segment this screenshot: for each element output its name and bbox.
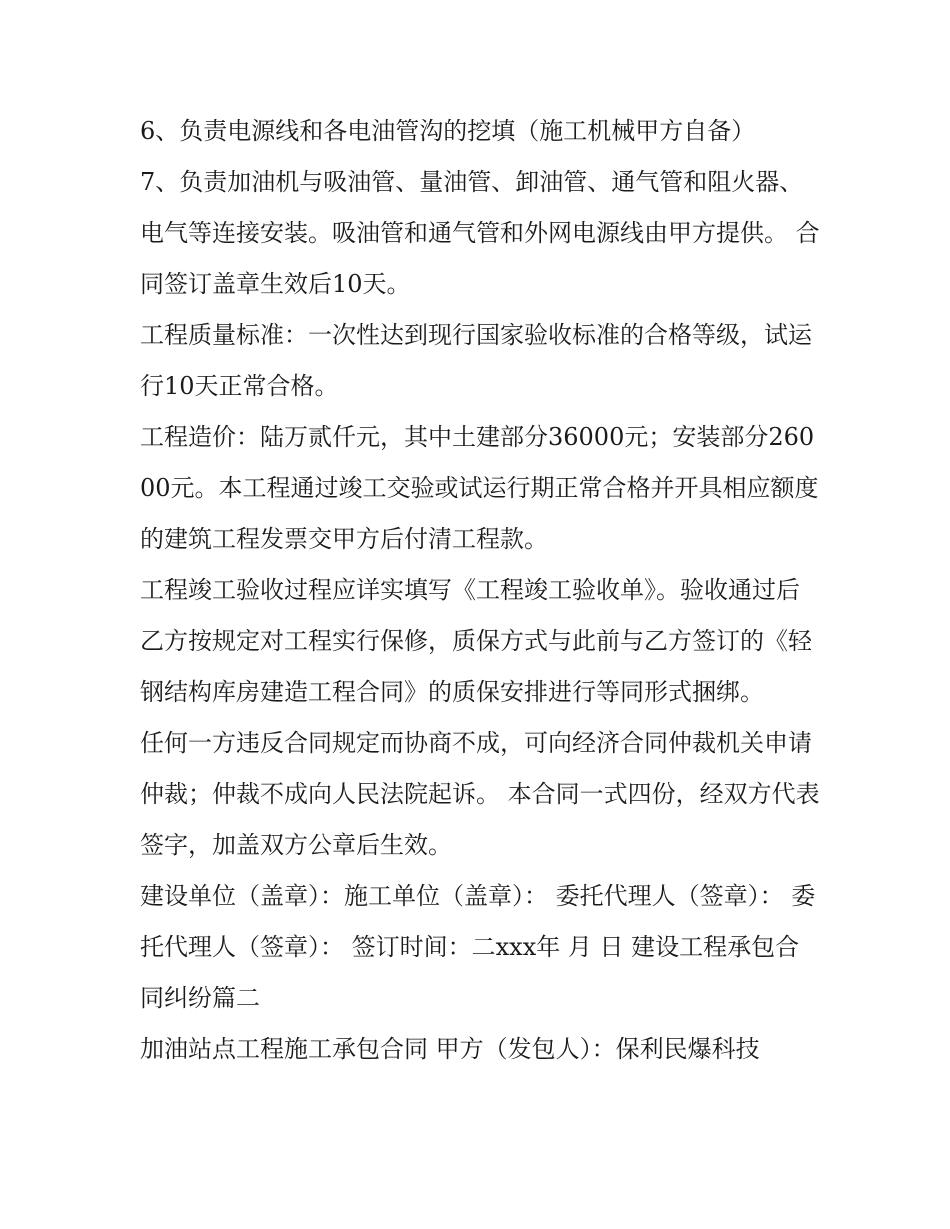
paragraph-item-6: 6、负责电源线和各电油管沟的挖填（施工机械甲方自备）	[140, 117, 756, 145]
paragraph-dispute-resolution: 任何一方违反合同规定而协商不成，可向经济合同仲裁机关申请仲裁；仲裁不成向人民法院起诉。 本合同一式四份，经双方代表签字，加盖双方公章后生效。	[140, 729, 820, 859]
paragraph-contract-heading: 加油站点工程施工承包合同 甲方（发包人）：保利民爆科技	[140, 1035, 760, 1063]
document-body	[140, 106, 820, 1075]
paragraph-completion-acceptance: 工程竣工验收过程应详实填写《工程竣工验收单》。验收通过后乙方按规定对工程实行保修，质保方式与此前与乙方签订的《轻钢结构库房建造工程合同》的质保安排进行等同形式捆绑。	[140, 576, 812, 706]
paragraph-item-7: 7、负责加油机与吸油管、量油管、卸油管、通气管和阻火器、电气等连接安装。吸油管和通气管和外网电源线由甲方提供。 合同签订盖章生效后10天。	[140, 168, 820, 298]
paragraph-quality-standard: 工程质量标准：一次性达到现行国家验收标准的合格等级，试运行10天正常合格。	[140, 321, 812, 400]
paragraph-project-cost: 工程造价：陆万贰仟元，其中土建部分36000元；安装部分26000元。本工程通过竣工交验或试运行期正常合格并开具相应额度的建筑工程发票交甲方后付清工程款。	[140, 423, 819, 553]
paragraph-signatures: 建设单位（盖章）：施工单位（盖章）： 委托代理人（签章）： 委托代理人（签章）： 签订时间：二xxx年 月 日 建设工程承包合同纠纷篇二	[140, 882, 816, 1012]
